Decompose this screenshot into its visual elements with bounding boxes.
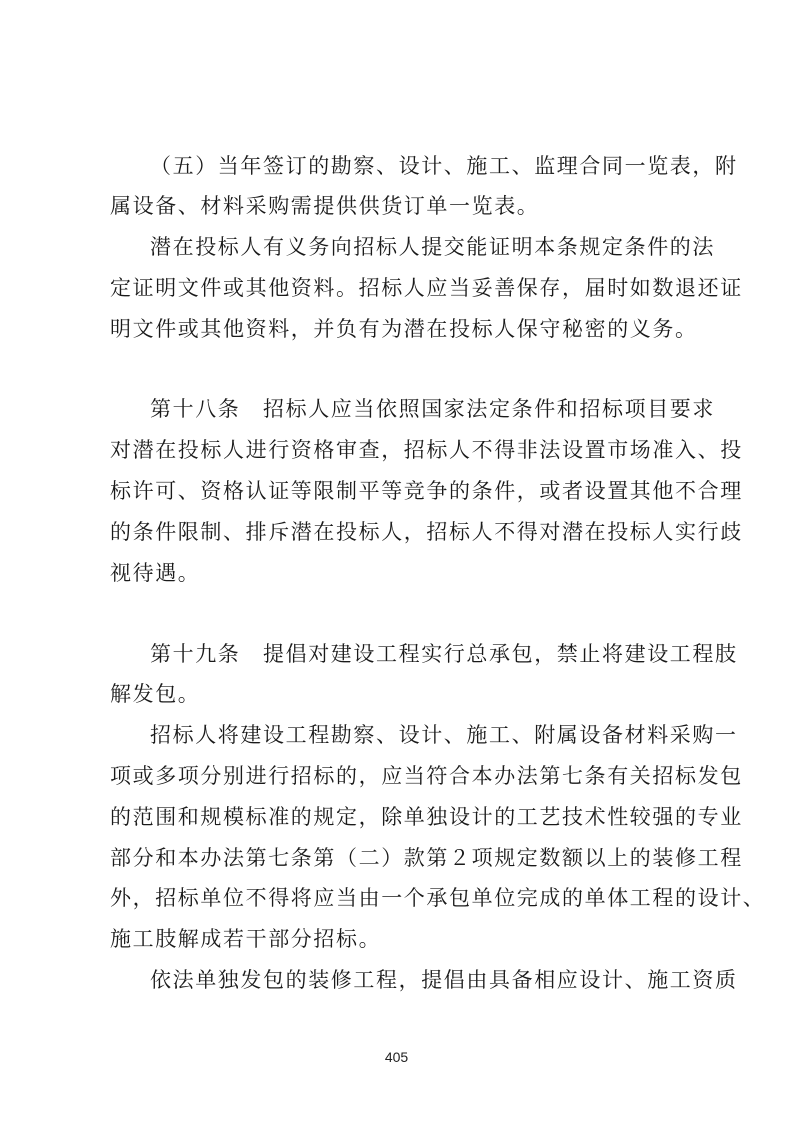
text-line: 潜在投标人有义务向招标人提交能证明本条规定条件的法 [150, 235, 715, 259]
page-number: 405 [384, 1049, 409, 1065]
text-line: 视待遇。 [110, 561, 201, 585]
text-line: 招标人将建设工程勘察、设计、施工、附属设备材料采购一 [150, 723, 738, 747]
text-line: 施工肢解成若干部分招标。 [110, 927, 382, 951]
text-line: 项或多项分别进行招标的，应当符合本办法第七条有关招标发包 [110, 764, 743, 788]
text-line: 明文件或其他资料，并负有为潜在投标人保守秘密的义务。 [110, 317, 698, 341]
article-19-heading-line: 第十九条 提倡对建设工程实行总承包，禁止将建设工程肢 [150, 642, 738, 666]
text-line: 定证明文件或其他资料。招标人应当妥善保存，届时如数退还证 [110, 276, 743, 300]
text-line: 部分和本办法第七条第（二）款第２项规定数额以上的装修工程 [110, 846, 743, 870]
article-18-heading-line: 第十八条 招标人应当依照国家法定条件和招标项目要求 [150, 397, 715, 421]
text-line: （五）当年签订的勘察、设计、施工、监理合同一览表，附 [150, 154, 738, 178]
text-line: 的范围和规模标准的规定，除单独设计的工艺技术性较强的专业 [110, 805, 743, 829]
text-line: 对潜在投标人进行资格审查，招标人不得非法设置市场准入、投 [110, 438, 743, 462]
text-line: 解发包。 [110, 682, 201, 706]
text-line: 的条件限制、排斥潜在投标人，招标人不得对潜在投标人实行歧 [110, 520, 743, 544]
text-line: 依法单独发包的装修工程，提倡由具备相应设计、施工资质 [150, 968, 738, 992]
text-line: 属设备、材料采购需提供供货订单一览表。 [110, 194, 540, 218]
text-line: 外，招标单位不得将应当由一个承包单位完成的单体工程的设计、 [110, 886, 766, 910]
text-line: 标许可、资格认证等限制平等竞争的条件，或者设置其他不合理 [110, 479, 743, 503]
